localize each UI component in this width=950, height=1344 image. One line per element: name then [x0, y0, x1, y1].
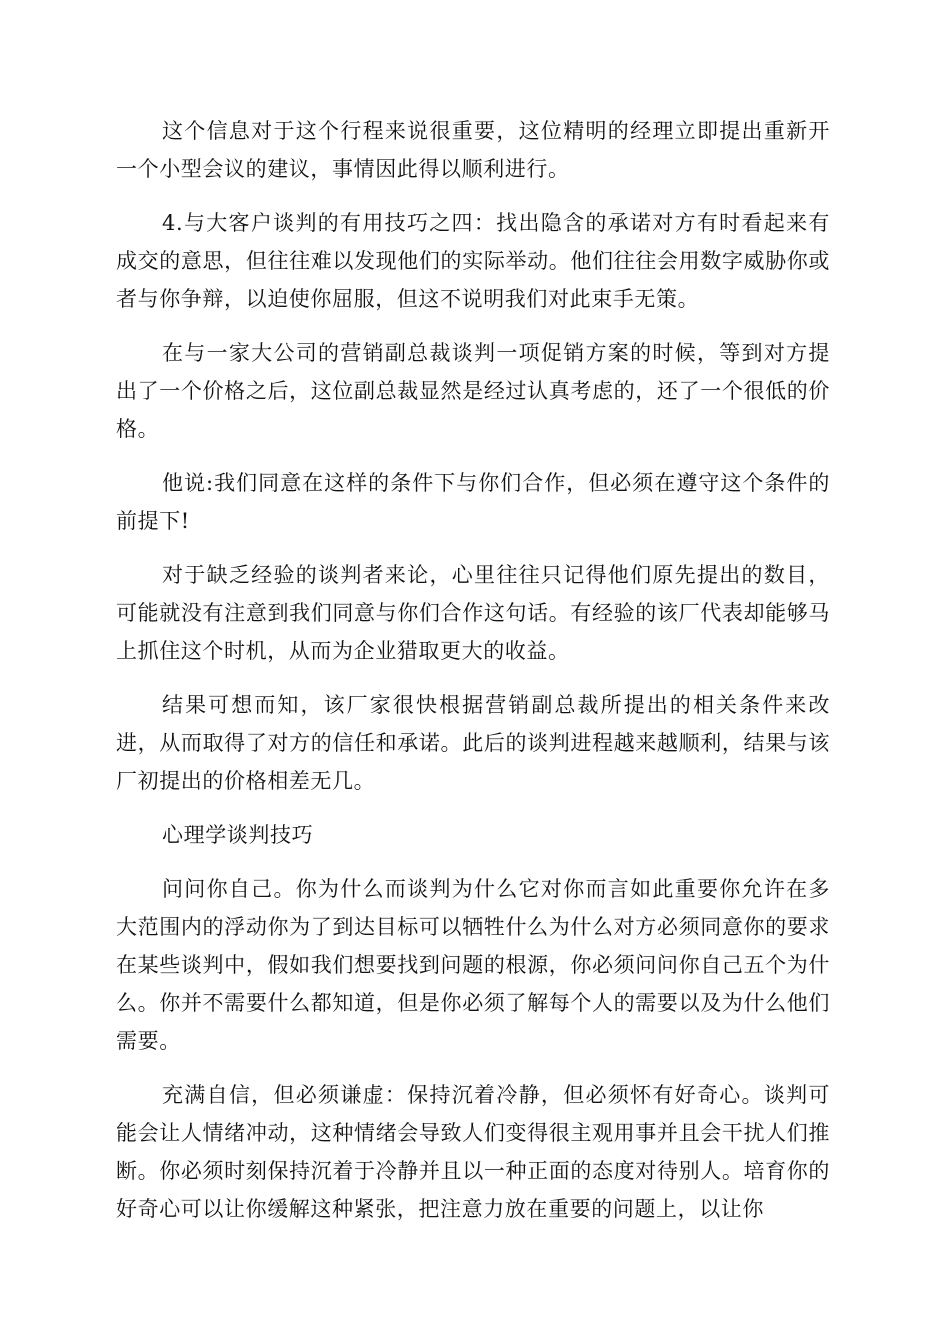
- paragraph-quote: 他说:我们同意在这样的条件下与你们合作，但必须在遵守这个条件的前提下!: [116, 471, 830, 533]
- paragraph-result: 结果可想而知，该厂家很快根据营销副总裁所提出的相关条件来改进，从而取得了对方的信任和承诺。此后的谈判进程越来越顺利，结果与该厂初提出的价格相差无几。: [116, 693, 830, 793]
- paragraph-ask-yourself: 问问你自己。你为什么而谈判为什么它对你而言如此重要你允许在多大范围内的浮动你为了到达目标可以牺牲什么为什么对方必须同意你的要求在某些谈判中，假如我们想要找到问题的根源，你必须问问你自己五个为什么。你并不需要什么都知道，但是你必须了解每个人的需要以及为什么他们需要。: [116, 877, 830, 1053]
- document-body: [116, 112, 830, 1244]
- paragraph-promotion-negotiation: 在与一家大公司的营销副总裁谈判一项促销方案的时候，等到对方提出了一个价格之后，这位副总裁显然是经过认真考虑的，还了一个很低的价格。: [116, 341, 830, 441]
- section-heading-psychology: 心理学谈判技巧: [162, 823, 314, 847]
- paragraph-confident-humble: 充满自信，但必须谦虚：保持沉着冷静，但必须怀有好奇心。谈判可能会让人情绪冲动，这种情绪会导致人们变得很主观用事并且会干扰人们推断。你必须时刻保持沉着于冷静并且以一种正面的态度对待别人。培育你的好奇心可以让你缓解这种紧张，把注意力放在重要的问题上，以让你: [116, 1083, 830, 1221]
- paragraph-inexperienced-negotiators: 对于缺乏经验的谈判者来论，心里往往只记得他们原先提出的数目，可能就没有注意到我们同意与你们合作这句话。有经验的该厂代表却能够马上抓住这个时机，从而为企业猎取更大的收益。: [116, 563, 830, 663]
- paragraph-tip-four: 4.与大客户谈判的有用技巧之四：找出隐含的承诺对方有时看起来有成交的意思，但往往难以发现他们的实际举动。他们往往会用数字威胁你或者与你争辩，以迫使你屈服，但这不说明我们对此束手无策。: [116, 211, 830, 311]
- paragraph-meeting-info: 这个信息对于这个行程来说很重要，这位精明的经理立即提出重新开一个小型会议的建议，事情因此得以顺利进行。: [116, 119, 830, 181]
